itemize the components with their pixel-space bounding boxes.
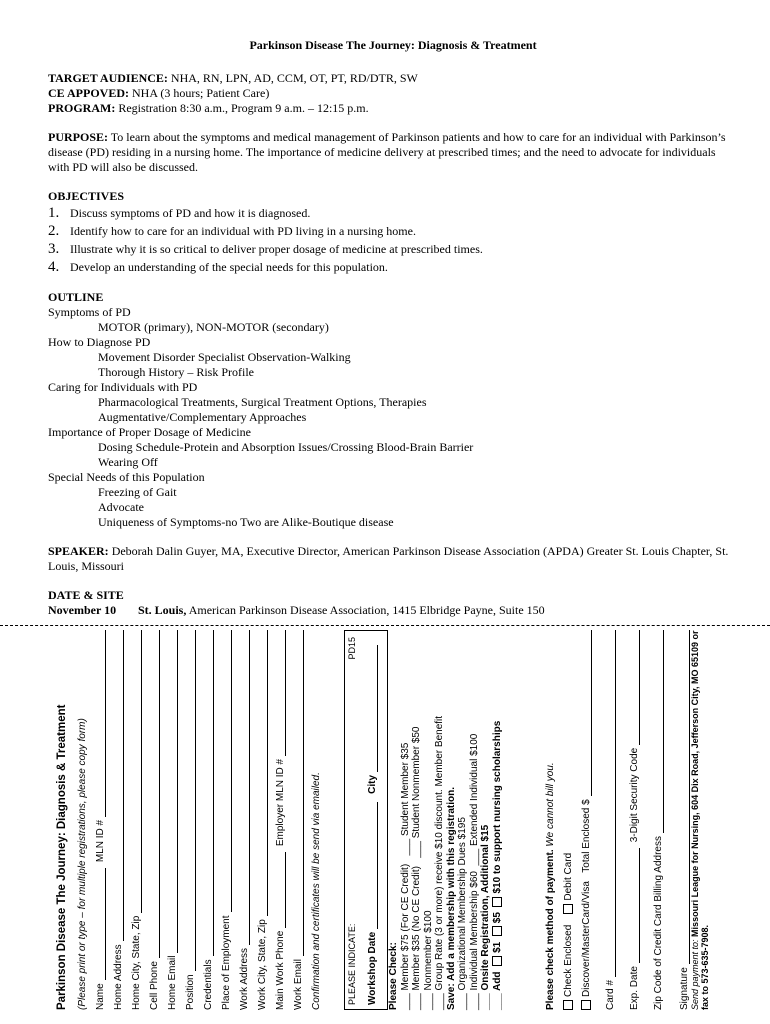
security-code-field[interactable] <box>629 630 640 745</box>
confirmation-note: Confirmation and certificates will be send via emailed. <box>311 772 322 1010</box>
billing-zip-field[interactable]: Zip Code of Credit Card Billing Address <box>640 630 664 1010</box>
home-address-field[interactable]: Home Address <box>106 630 124 1010</box>
speaker: SPEAKER: Deborah Dalin Guyer, MA, Executive Director, American Parkinson Disease Association (APDA) Greater St. Louis Chapter, St. Louis, Missouri <box>48 544 729 573</box>
outline-subtopic: Advocate <box>98 500 144 514</box>
form-title: Parkinson Disease The Journey: Diagnosis & Treatment <box>56 704 68 1010</box>
cell-phone-field[interactable]: Cell Phone <box>142 630 160 1010</box>
check-enclosed-option[interactable]: Check Enclosed <box>563 925 574 1010</box>
page-title: Parkinson Disease The Journey: Diagnosis & Treatment <box>249 38 537 52</box>
work-email-field[interactable]: Work Email <box>286 630 304 1010</box>
date-site-heading: DATE & SITE <box>48 588 124 602</box>
outline <box>48 290 738 530</box>
student-member-option[interactable]: ___ Student Member $35 <box>399 742 411 856</box>
city-label: City <box>367 774 378 794</box>
work-address-field[interactable]: Work Address <box>232 630 250 1010</box>
work-city-field[interactable]: Work City, State, Zip <box>250 630 268 1010</box>
workshop-date-label: Workshop Date <box>367 931 378 1005</box>
please-indicate: PLEASE INDICATE: <box>347 923 357 1005</box>
course-code: PD15 <box>347 637 357 660</box>
event-city: St. Louis, <box>138 603 187 617</box>
onsite-option[interactable]: ___ Onsite Registration, Additional $15 <box>480 824 491 1010</box>
outline-topic: Special Needs of this Population <box>48 470 205 484</box>
exp-date-field[interactable] <box>629 848 640 963</box>
no-bill-note: We cannot bill you. <box>545 762 556 847</box>
event-site: American Parkinson Disease Association, 1415 Elbridge Payne, Suite 150 <box>188 603 545 617</box>
add-10-checkbox[interactable] <box>492 897 502 907</box>
target-audience: TARGET AUDIENCE: NHA, RN, LPN, AD, CCM, OT, PT, RD/DTR, SW <box>48 71 418 85</box>
member-35-option[interactable]: ___ Member $35 (No CE Credit) <box>411 866 422 1010</box>
position-field[interactable]: Position <box>178 630 196 1010</box>
outline-subtopic: Wearing Off <box>98 455 158 469</box>
debit-card-option[interactable]: Debit Card <box>563 853 574 914</box>
org-membership-option[interactable]: ___ Organizational Membership Dues $195 <box>457 817 468 1010</box>
add-1-checkbox[interactable] <box>492 956 502 966</box>
total-enclosed-field[interactable] <box>581 630 592 796</box>
place-employment-field[interactable]: Place of Employment <box>214 630 232 1010</box>
outline-subtopic: Augmentative/Complementary Approaches <box>98 410 307 424</box>
send-payment-note: Send payment to: Missouri League for Nursing, 604 Dix Road, Jefferson City, MO 65109 or fax to 573-635-7908. <box>690 630 710 1010</box>
objective-item: 4. Develop an understanding of the special needs for this population. <box>48 259 388 275</box>
card-number-field[interactable]: Card # <box>592 630 616 1010</box>
security-code-label: 3-Digit Security Code <box>629 747 640 843</box>
please-check-label: Please Check: <box>388 942 399 1010</box>
objective-item: 2. Identify how to care for an individual with PD living in a nursing home. <box>48 223 416 239</box>
outline-subtopic: Thorough History – Risk Profile <box>98 365 254 379</box>
add-5-checkbox[interactable] <box>492 926 502 936</box>
workshop-date-field[interactable] <box>367 802 378 929</box>
home-email-field[interactable]: Home Email <box>160 630 178 1010</box>
outline-topic: Symptoms of PD <box>48 305 131 319</box>
exp-date-label: Exp. Date <box>629 966 640 1010</box>
individual-membership-option[interactable]: ___ Individual Membership $60 <box>468 871 480 1010</box>
group-rate-option[interactable]: ___ Group Rate (3 or more) receive $10 discount. Member Benefit <box>434 715 445 1010</box>
credentials-field[interactable]: Credentials <box>196 630 214 1010</box>
member-75-option[interactable]: ___ Member $75 (For CE Credit) <box>399 863 411 1010</box>
form-subtitle: (Please print or type – for multiple registrations, please copy form) <box>77 718 88 1010</box>
objectives-list <box>48 204 738 276</box>
outline-subtopic: Dosing Schedule-Protein and Absorption Issues/Crossing Blood-Brain Barrier <box>98 440 474 454</box>
flyer <box>48 38 738 618</box>
scholarship-options: ___ Add $1 $5 $10 to support nursing scholarships <box>491 720 503 1010</box>
total-enclosed-label: Total Enclosed $ <box>581 799 592 873</box>
nonmember-option[interactable]: ___ Nonmember $100 <box>422 910 434 1010</box>
outline-subtopic: Movement Disorder Specialist Observation-Walking <box>98 350 351 364</box>
outline-subtopic: Uniqueness of Symptoms-no Two are Alike-Boutique disease <box>98 515 394 529</box>
home-city-field[interactable]: Home City, State, Zip <box>124 630 142 1010</box>
program: PROGRAM: Registration 8:30 a.m., Program 9 a.m. – 12:15 p.m. <box>48 101 369 115</box>
outline-subtopic: Freezing of Gait <box>98 485 177 499</box>
registration-form <box>48 630 708 1010</box>
workshop-box <box>344 630 388 1010</box>
outline-subtopic: MOTOR (primary), NON-MOTOR (secondary) <box>98 320 329 334</box>
outline-topic: Caring for Individuals with PD <box>48 380 198 394</box>
objective-item: 1. Discuss symptoms of PD and how it is diagnosed. <box>48 205 311 221</box>
objectives-heading: OBJECTIVES <box>48 189 125 203</box>
work-phone-field[interactable]: Main Work Phone Employer MLN ID # <box>268 630 286 1010</box>
objective-item: 3. Illustrate why it is so critical to deliver proper dosage of medicine at prescribed times. <box>48 241 483 257</box>
outline-topic: How to Diagnose PD <box>48 335 151 349</box>
outline-topic: Importance of Proper Dosage of Medicine <box>48 425 251 439</box>
save-membership: Save: Add a membership with this registration. <box>445 786 457 1010</box>
name-field[interactable]: Name MLN ID # <box>88 630 106 1010</box>
signature-field[interactable]: Signature <box>664 630 690 1010</box>
extended-membership-option[interactable]: ___ Extended Individual $100 <box>468 733 480 866</box>
date-site-row <box>48 603 738 618</box>
ce-approved: CE APPOVED: NHA (3 hours; Patient Care) <box>48 86 270 100</box>
student-nonmember-option[interactable]: ___ Student Nonmember $50 <box>411 726 422 858</box>
outline-heading: OUTLINE <box>48 290 104 304</box>
payment-method-label: Please check method of payment. <box>545 849 556 1010</box>
outline-subtopic: Pharmacological Treatments, Surgical Treatment Options, Therapies <box>98 395 427 409</box>
purpose: PURPOSE: To learn about the symptoms and medical management of Parkinson patients and how to care for an individual with Parkinson’s disease (PD) residing in a nursing home. The importance of medicine delivery at prescribed times; and the need to advocate for individuals with PD will also be discussed. <box>48 130 726 174</box>
cut-line <box>0 625 770 626</box>
event-date: November 10 <box>48 603 117 617</box>
credit-card-option[interactable]: Discover/MasterCard/Visa <box>581 881 592 1010</box>
city-field[interactable] <box>367 645 378 772</box>
